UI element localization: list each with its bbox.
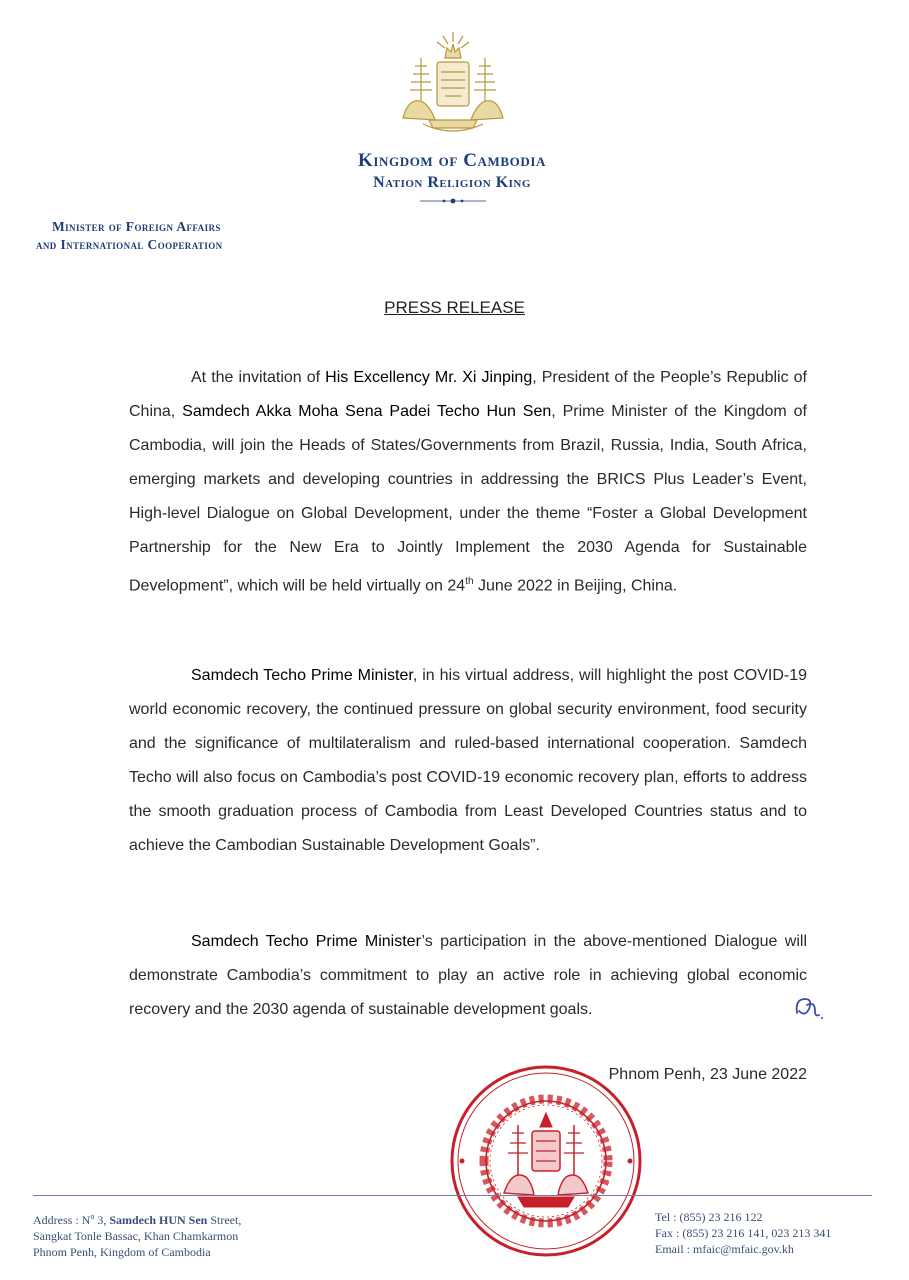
p1-text-a: At the invitation of — [191, 369, 326, 386]
fax: Fax : (855) 23 216 141, 023 213 341 — [655, 1226, 832, 1240]
footer-divider — [33, 1195, 872, 1196]
address-line-3: Phnom Penh, Kingdom of Cambodia — [33, 1245, 211, 1259]
p3-name: Samdech Techo Prime Minister — [191, 933, 422, 950]
ministry-line-2: and International Cooperation — [36, 237, 223, 252]
ministry-line-1: Minister of Foreign Affairs — [52, 219, 221, 234]
footer-address — [33, 1209, 363, 1260]
ornament-divider-icon — [420, 196, 486, 206]
address-line-1: Address : $N^o$ 3, Samdech HUN Sen Street, — [33, 1212, 242, 1227]
p1-ordinal-sup: th — [465, 576, 474, 587]
kingdom-title: Kingdom of Cambodia — [357, 150, 547, 171]
p3-text: ’s participation in the above-mentioned Dialogue will demonstrate Cambodia’s commitment to play an active role in achieving global economic recovery and the 2030 agenda of sustainable development goals. — [129, 933, 808, 1018]
p1-name-hun-sen: Samdech Akka Moha Sena Padei Techo Hun Sen — [182, 403, 552, 420]
royal-coat-of-arms-emblem — [393, 28, 513, 140]
p2-text: , in his virtual address, will highlight the post COVID-19 world economic recovery, the continued pressure on global security environment, food security and the significance of multilateralism and ruled-based international cooperation. Samdech Techo will also focus on Cambodia’s post COVID-19 economic recovery plan, efforts to address the smooth graduation process of Cambodia from Least Developed Countries status and to achieve the Cambodian Sustainable Development Goals”. — [129, 667, 807, 854]
press-release-title: PRESS RELEASE — [384, 298, 525, 317]
p1-name-xi: His Excellency Mr. Xi Jinping — [325, 369, 533, 386]
paragraph-1 — [129, 361, 807, 603]
official-ministry-seal-stamp — [448, 1063, 644, 1259]
national-motto: Nation Religion King — [373, 174, 531, 191]
ministry-name — [36, 218, 336, 254]
p2-name: Samdech Techo Prime Minister — [191, 667, 413, 684]
address-street-name: Samdech HUN Sen — [109, 1213, 208, 1227]
handwritten-initial-signature — [793, 993, 825, 1023]
email-link[interactable]: Email : mfaic@mfaic.gov.kh — [655, 1242, 794, 1256]
address-line-2: Sangkat Tonle Bassac, Khan Chamkarmon — [33, 1229, 239, 1243]
p1-text-c: , President of the People’s Republic of China, — [129, 369, 807, 420]
p1-text-e: , Prime Minister of the Kingdom of Cambodia, will join the Heads of States/Governments from Brazil, Russia, India, South Africa, emerging markets and developing countries in addressing the BRICS Plus Leader’s Event, High-level Dialogue on Global Development, under the theme “Foster a Global Development Partnership for the New Era to Jointly Implement the 2030 Agenda for Sustainable Development”, which will be held virtually on 24 — [129, 403, 807, 595]
footer-contact — [655, 1209, 895, 1257]
paragraph-2 — [129, 659, 807, 863]
p1-text-f: June 2022 in Beijing, China. — [473, 577, 678, 595]
place-and-date: Phnom Penh, 23 June 2022 — [608, 1066, 807, 1083]
paragraph-3 — [129, 925, 807, 1027]
telephone: Tel : (855) 23 216 122 — [655, 1210, 763, 1224]
